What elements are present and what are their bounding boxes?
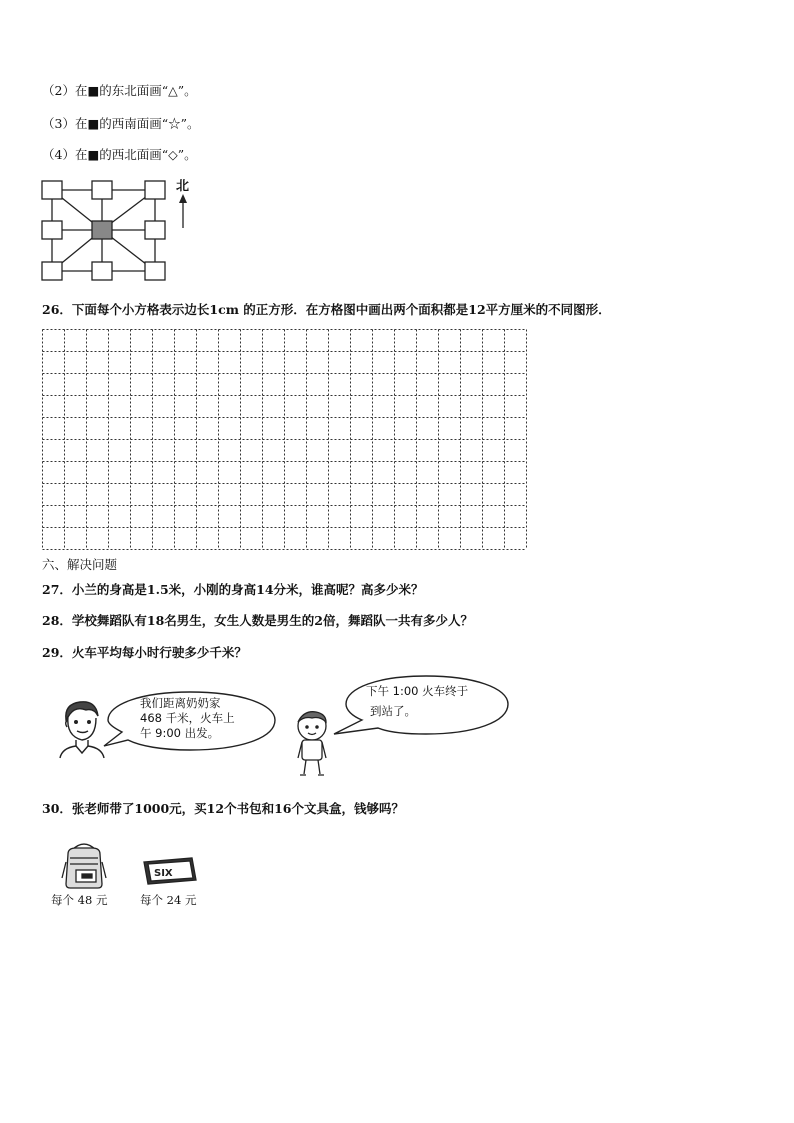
- right-bubble-line-1: 下午 1:00 火车终于: [366, 684, 469, 698]
- q25-item-4: （4）在■的西北面画“◇”。: [42, 147, 197, 162]
- left-bubble-line-3: 午 9:00 出发。: [140, 726, 220, 740]
- square-grid: [41, 328, 529, 552]
- q26-text: 26．下面每个小方格表示边长1cm 的正方形．在方格图中画出两个面积都是12平方厘米的不同图形．: [42, 302, 611, 317]
- pencil-box-price: 每个 24 元: [140, 893, 197, 907]
- q25-item-3: （3）在■的西南面画“☆”。: [42, 116, 200, 131]
- q28-text: 28．学校舞蹈队有18名男生，女生人数是男生的2倍，舞蹈队一共有多少人？: [42, 613, 473, 628]
- left-bubble-line-2: 468 千米，火车上: [140, 711, 235, 725]
- direction-diagram: [38, 176, 198, 284]
- q25-item-2: （2）在■的东北面画“△”。: [42, 83, 197, 98]
- backpack-icon: [58, 838, 110, 890]
- north-label: 北: [176, 179, 190, 194]
- section-heading: 六、解决问题: [42, 557, 118, 572]
- left-bubble-line-1: 我们距离奶奶家: [140, 696, 221, 710]
- q27-text: 27．小兰的身高是1.5米，小刚的身高14分米，谁高呢？高多少米？: [42, 582, 424, 597]
- svg-text:SIX: SIX: [154, 868, 173, 879]
- q30-text: 30．张老师带了1000元，买12个书包和16个文具盒，钱够吗？: [42, 801, 404, 816]
- pencil-box-icon: [140, 854, 200, 888]
- backpack-price: 每个 48 元: [51, 893, 108, 907]
- right-bubble-line-2: 到站了。: [370, 704, 416, 718]
- q29-text: 29．火车平均每小时行驶多少千米？: [42, 645, 247, 660]
